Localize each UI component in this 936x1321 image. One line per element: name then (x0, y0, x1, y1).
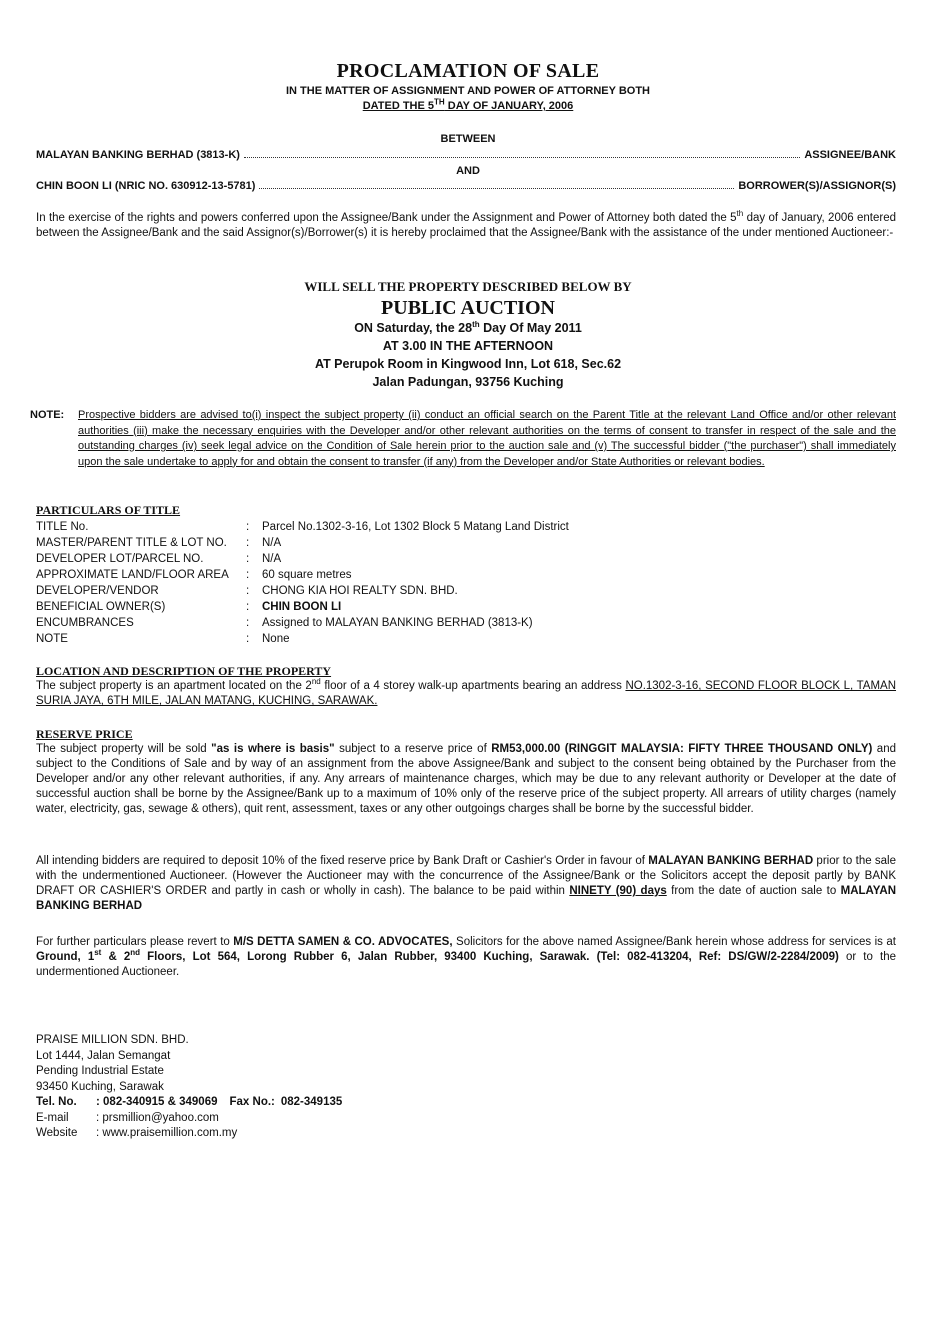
auction-venue-2: Jalan Padungan, 93756 Kuching (372, 375, 564, 389)
document-dated-line: DATED THE 5TH DAY OF JANUARY, 2006 (362, 97, 574, 112)
auctioneer-email: E-mail : prsmillion@yahoo.com (36, 1111, 219, 1124)
auctioneer-website: Website : www.praisemillion.com.my (36, 1127, 238, 1139)
table-row: ENCUMBRANCES : Assigned to MALAYAN BANKING BERHAD (3813-K) (36, 617, 533, 629)
public-auction-title: PUBLIC AUCTION (381, 297, 555, 319)
auction-venue-1: AT Perupok Room in Kingwood Inn, Lot 618, Sec.62 (314, 357, 622, 371)
intro-paragraph: In the exercise of the rights and powers conferred upon the Assignee/Bank under the Assignment and Power of Attorney both dated the 5th day of January, 2006 entered between the Assignee/Bank and the said Assignor(s)/Borrower(s) it is hereby proclaimed that the Assignee/Bank with the assistance of the under mentioned Auctioneer:- (36, 209, 897, 239)
party-borrower (36, 180, 896, 192)
table-row: DEVELOPER/VENDOR : CHONG KIA HOI REALTY SDN. BHD. (36, 585, 458, 597)
party-borrower-role: BORROWER(S)/ASSIGNOR(S) (738, 180, 896, 192)
document-subtitle: IN THE MATTER OF ASSIGNMENT AND POWER OF ATTORNEY BOTH (285, 85, 650, 97)
note-block (30, 408, 896, 470)
document-title: PROCLAMATION OF SALE (336, 60, 600, 82)
table-row: TITLE No. : Parcel No.1302-3-16, Lot 1302 Block 5 Matang Land District (36, 521, 569, 533)
reserve-price-heading: RESERVE PRICE (36, 727, 133, 741)
and-label: AND (456, 165, 480, 177)
auctioneer-address-3: 93450 Kuching, Sarawak (36, 1080, 164, 1093)
between-label: BETWEEN (440, 133, 496, 145)
reserve-paragraph-3: For further particulars please revert to M/S DETTA SAMEN & CO. ADVOCATES, Solicitors for the above named Assignee/Bank herein whose address for services is at Ground, 1st & 2nd Floors, Lot 564, Lorong Rubber 6, Jalan Rubber, 93400 Kuching, Sarawak. (Tel: 082-413204, Ref: DS/GW/2-2284/2009) or to the undermentioned Auctioneer. (36, 936, 896, 978)
auctioneer-address-2: Pending Industrial Estate (36, 1065, 164, 1077)
table-row: APPROXIMATE LAND/FLOOR AREA : 60 square metres (36, 569, 352, 581)
location-paragraph: The subject property is an apartment located on the 2nd floor of a 4 storey walk-up apartments bearing an address NO.1302-3-16, SECOND FLOOR BLOCK L, TAMAN SURIA JAYA, 6TH MILE, JALAN MATANG, KUCHING, SARAWAK. (36, 677, 897, 707)
party-assignee-role: ASSIGNEE/BANK (804, 149, 896, 161)
auction-heading: WILL SELL THE PROPERTY DESCRIBED BELOW BY (304, 279, 632, 294)
property-address: NO.1302-3-16, SECOND FLOOR BLOCK L, TAMAN SURIA JAYA, 6TH MILE, JALAN MATANG, KUCHING, SARAWAK. (36, 680, 897, 707)
particulars-table (36, 519, 569, 647)
table-row: DEVELOPER LOT/PARCEL NO. : N/A (36, 553, 282, 565)
auctioneer-name: PRAISE MILLION SDN. BHD. (36, 1034, 189, 1046)
reserve-paragraph-2: All intending bidders are required to deposit 10% of the fixed reserve price by Bank Draft or Cashier's Order in favour of MALAYAN BANKING BERHAD prior to the sale with the undermentioned Auctioneer. (However the Auctioneer may with the concurrence of the Assignee/Bank or the Solicitors accept the deposit partly by BANK DRAFT OR CASHIER'S ORDER and partly in cash or wholly in cash). The balance to be paid within NINETY (90) days from the date of auction sale to MALAYAN BANKING BERHAD (36, 855, 896, 912)
dot-leader (259, 180, 734, 189)
auctioneer-phone-fax: Tel. No. : 082-340915 & 349069 Fax No.: 082-349135 (36, 1096, 343, 1108)
auction-date: ON Saturday, the 28th Day Of May 2011 (354, 319, 582, 335)
party-assignee (36, 149, 896, 161)
dot-leader (244, 149, 800, 158)
table-row: MASTER/PARENT TITLE & LOT NO. : N/A (36, 537, 282, 549)
table-row: BENEFICIAL OWNER(S) : CHIN BOON LI (36, 601, 342, 613)
auctioneer-contact-block (36, 1033, 342, 1142)
reserve-paragraph-1: The subject property will be sold "as is where is basis" subject to a reserve price of RM53,000.00 (RINGGIT MALAYSIA: FIFTY THREE THOUSAND ONLY) and subject to the Conditions of Sale and by way of an assignment from the above Assignee/Bank and subject to the consent being obtained by the Purchaser from the Developer and/or any other relevant authorities, if any. Any arrears of maintenance charges, which may be due to any relevant authority or Developer at the date of successful auction shall be borne by the Assignee/Bank up to a maximum of 10% only of the reserve price of the subject property. All arrears of utility charges (namely water, electricity, gas, sewage & others), quit rent, assessment, taxes or any other outgoings charges shall be borne by the successful bidder. (36, 743, 896, 815)
auctioneer-address-1: Lot 1444, Jalan Semangat (36, 1049, 171, 1062)
party-assignee-name: MALAYAN BANKING BERHAD (3813-K) (36, 149, 240, 161)
note-label: NOTE: (30, 409, 65, 421)
auction-time: AT 3.00 IN THE AFTERNOON (382, 339, 554, 353)
note-text: Prospective bidders are advised to(i) inspect the subject property (ii) conduct an official search on the Parent Title at the relevant Land Office and/or other relevant authorities (iii) make the necessary enquiries with the Developer and/or other relevant authorities on the terms of consent to transfer in respect of the sale and the outstanding charges (iv) seek legal advice on the Condition of Sale herein prior to the auction sale and (v) The successful bidder ("the purchaser") shall immediately upon the sale undertake to apply for and obtain the consent to transfer (if any) from the Developer and/or State Authorities or relevant bodies. (78, 409, 896, 468)
table-row: NOTE : None (36, 633, 290, 645)
location-heading: LOCATION AND DESCRIPTION OF THE PROPERTY (36, 664, 332, 678)
particulars-heading: PARTICULARS OF TITLE (36, 503, 181, 517)
party-borrower-name: CHIN BOON LI (NRIC NO. 630912-13-5781) (36, 180, 256, 192)
